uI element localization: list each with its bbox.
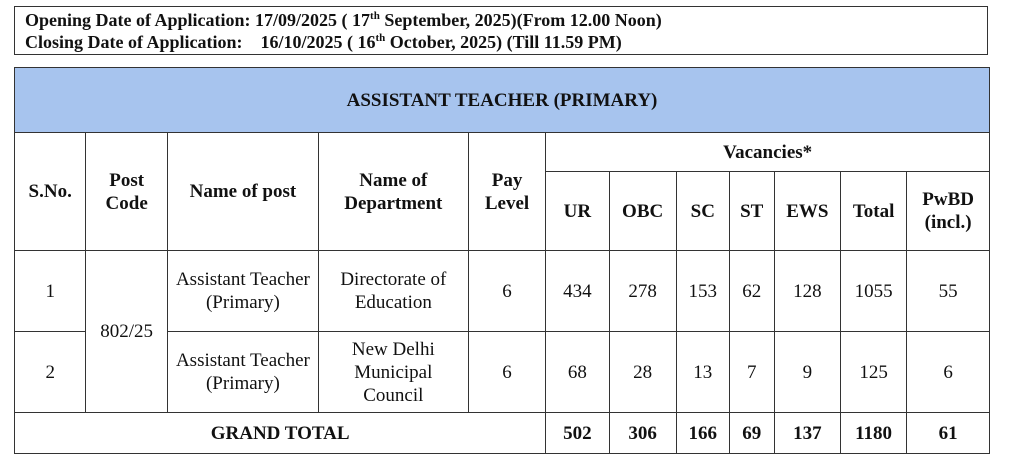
- grand-total-label: GRAND TOTAL: [15, 413, 546, 454]
- cell-department: New Delhi Municipal Council: [318, 332, 468, 413]
- cell-obc: 28: [609, 332, 676, 413]
- closing-date-label: Closing Date of Application:: [25, 32, 243, 52]
- grand-total-sc: 166: [676, 413, 729, 454]
- header-ews: EWS: [774, 172, 840, 251]
- cell-post: Assistant Teacher (Primary): [167, 332, 318, 413]
- header-obc: OBC: [609, 172, 676, 251]
- cell-post: Assistant Teacher (Primary): [167, 251, 318, 332]
- cell-sno: 2: [15, 332, 86, 413]
- grand-total-ews: 137: [774, 413, 840, 454]
- header-department: Name of Department: [318, 133, 468, 251]
- cell-ews: 9: [774, 332, 840, 413]
- header-st: ST: [729, 172, 774, 251]
- header-pwbd: PwBD (incl.): [907, 172, 990, 251]
- header-sno: S.No.: [15, 133, 86, 251]
- cell-ews: 128: [774, 251, 840, 332]
- header-ur: UR: [546, 172, 609, 251]
- cell-sc: 13: [676, 332, 729, 413]
- grand-total-pwbd: 61: [907, 413, 990, 454]
- grand-total-st: 69: [729, 413, 774, 454]
- closing-date-value: 16/10/2025 ( 16: [260, 32, 376, 52]
- header-pay-level: Pay Level: [468, 133, 546, 251]
- application-dates-box: [14, 6, 988, 55]
- header-vacancies: Vacancies*: [546, 133, 990, 172]
- opening-date-label: Opening Date of Application:: [25, 10, 251, 30]
- grand-total-total: 1180: [840, 413, 906, 454]
- cell-pay-level: 6: [468, 332, 546, 413]
- cell-total: 1055: [840, 251, 906, 332]
- cell-department: Directorate of Education: [318, 251, 468, 332]
- cell-st: 62: [729, 251, 774, 332]
- header-post-code: Post Code: [86, 133, 168, 251]
- cell-pwbd: 55: [907, 251, 990, 332]
- cell-st: 7: [729, 332, 774, 413]
- opening-date-sup: th: [370, 10, 380, 22]
- header-sc: SC: [676, 172, 729, 251]
- cell-pay-level: 6: [468, 251, 546, 332]
- cell-pwbd: 6: [907, 332, 990, 413]
- closing-date-line: [25, 31, 977, 53]
- table-caption-row: [15, 68, 990, 133]
- cell-obc: 278: [609, 251, 676, 332]
- grand-total-obc: 306: [609, 413, 676, 454]
- header-name-of-post: Name of post: [167, 133, 318, 251]
- closing-date-rest: October, 2025) (Till 11.59 PM): [385, 32, 622, 52]
- vacancy-table-wrapper: [14, 67, 990, 454]
- header-total: Total: [840, 172, 906, 251]
- grand-total-ur: 502: [546, 413, 609, 454]
- cell-ur: 68: [546, 332, 609, 413]
- table-caption: ASSISTANT TEACHER (PRIMARY): [15, 68, 990, 133]
- cell-ur: 434: [546, 251, 609, 332]
- cell-total: 125: [840, 332, 906, 413]
- opening-date-line: [25, 9, 977, 31]
- opening-date-rest: September, 2025)(From 12.00 Noon): [379, 10, 662, 30]
- cell-sc: 153: [676, 251, 729, 332]
- cell-sno: 1: [15, 251, 86, 332]
- vacancy-table: [14, 67, 990, 454]
- opening-date-value: 17/09/2025 ( 17: [255, 10, 371, 30]
- header-row-1: [15, 133, 990, 172]
- cell-post-code: 802/25: [86, 251, 168, 413]
- grand-total-row: [15, 413, 990, 454]
- table-row: [15, 251, 990, 332]
- closing-date-sup: th: [375, 32, 386, 44]
